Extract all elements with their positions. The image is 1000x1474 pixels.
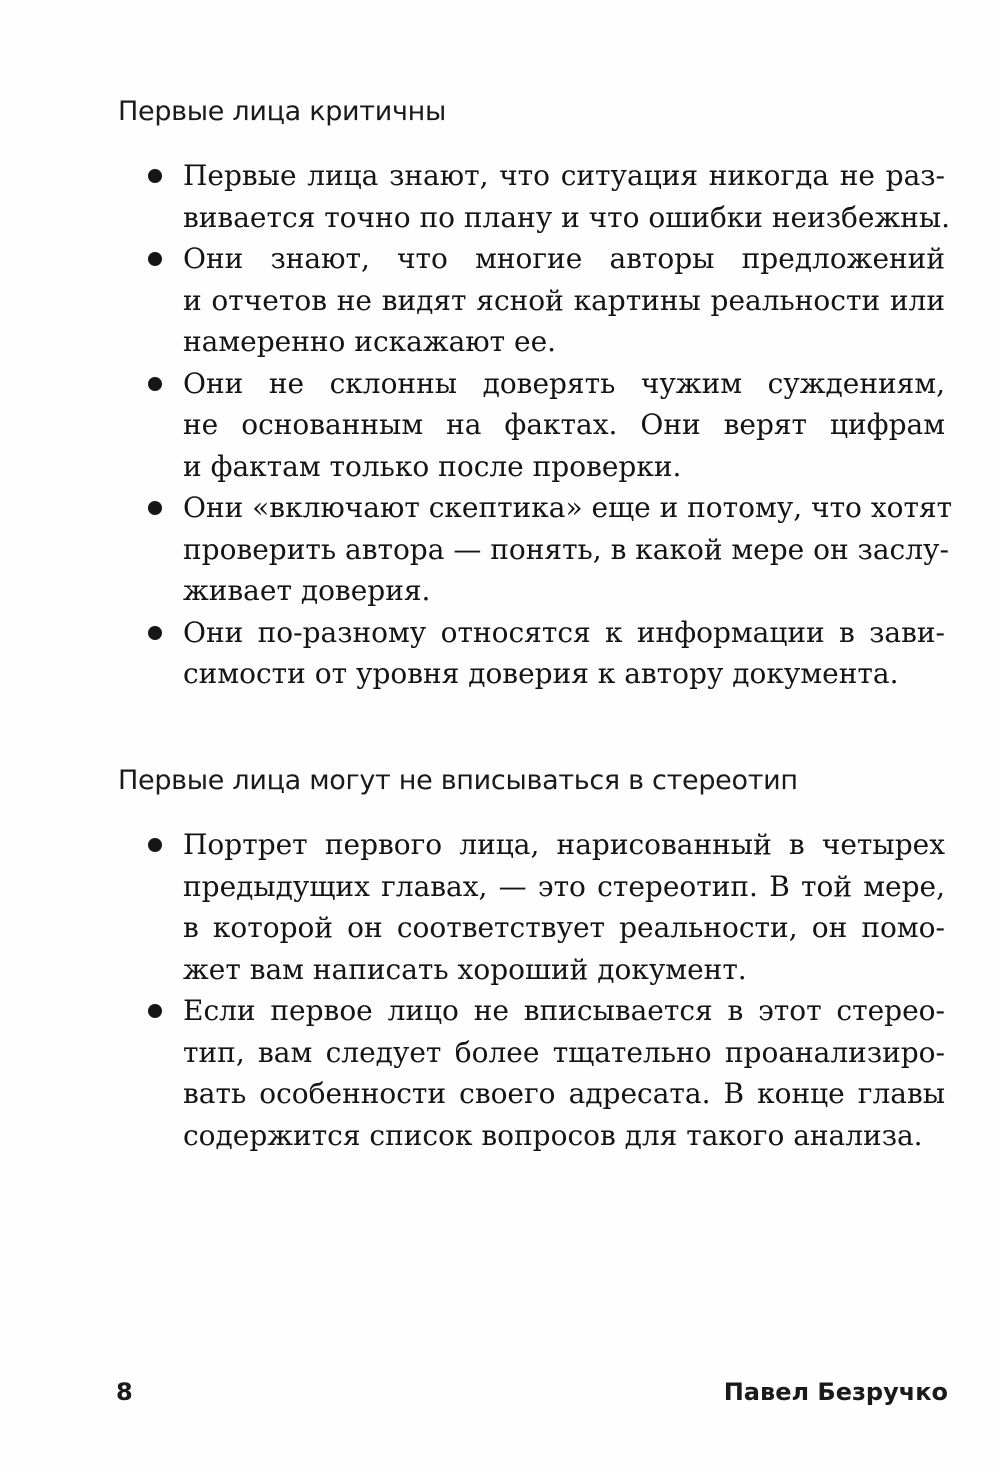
list-item: [183, 824, 945, 990]
text-line: жет вам написать хороший документ.: [183, 952, 747, 986]
text-line: Они знают, что многие авторы предложений: [183, 242, 945, 275]
bullet-icon: [148, 169, 162, 183]
text-line: и фактам только после проверки.: [183, 449, 682, 483]
text-line: вивается точно по плану и что ошибки неизбежны.: [183, 200, 951, 234]
text-line: предыдущих главах, — это стереотип. В той мере,: [183, 869, 945, 903]
list-item: [183, 363, 945, 488]
list-item: [183, 238, 945, 363]
text-line: Они по-разному относятся к информации в зави-: [183, 615, 945, 649]
bullet-icon: [148, 838, 162, 852]
text-line: Они «включают скептика» еще и потому, что хотят: [183, 491, 953, 524]
section-heading-critical: Первые лица критичны: [118, 96, 446, 127]
list-item: [183, 155, 951, 238]
page-number: 8: [116, 1378, 133, 1406]
text-line: Они не склонны доверять чужим суждениям,: [183, 366, 945, 400]
text-line: Если первое лицо не вписывается в этот стерео-: [183, 994, 945, 1027]
text-line: тип, вам следует более тщательно проанализиро-: [183, 1035, 945, 1069]
text-line: Портрет первого лица, нарисованный в четырех: [183, 828, 945, 861]
list-item: [183, 612, 945, 695]
text-line: и отчетов не видят ясной картины реальности или: [183, 283, 945, 317]
list-item: [183, 990, 945, 1156]
text-line: Первые лица знают, что ситуация никогда не раз-: [183, 159, 945, 192]
list-item: [183, 487, 953, 612]
text-line: намеренно искажают ее.: [183, 325, 557, 358]
bullet-icon: [148, 501, 162, 515]
text-line: не основанным на фактах. Они верят цифрам: [183, 408, 945, 441]
text-line: в которой он соответствует реальности, он помо-: [183, 911, 945, 944]
bullet-icon: [148, 252, 162, 266]
author-name: Павел Безручко: [723, 1378, 948, 1406]
bullet-icon: [148, 377, 162, 391]
text-line: содержится список вопросов для такого анализа.: [183, 1118, 923, 1152]
section-heading-stereotype: Первые лица могут не вписываться в стереотип: [118, 765, 798, 796]
text-line: вать особенности своего адресата. В конце главы: [183, 1077, 945, 1110]
text-line: симости от уровня доверия к автору документа.: [183, 657, 899, 690]
bullet-icon: [148, 1004, 162, 1018]
bullet-list-critical: [183, 155, 953, 695]
bullet-icon: [148, 626, 162, 640]
text-line: живает доверия.: [183, 574, 431, 607]
text-line: проверить автора — понять, в какой мере он заслу-: [183, 532, 949, 566]
bullet-list-stereotype: [183, 824, 945, 1156]
